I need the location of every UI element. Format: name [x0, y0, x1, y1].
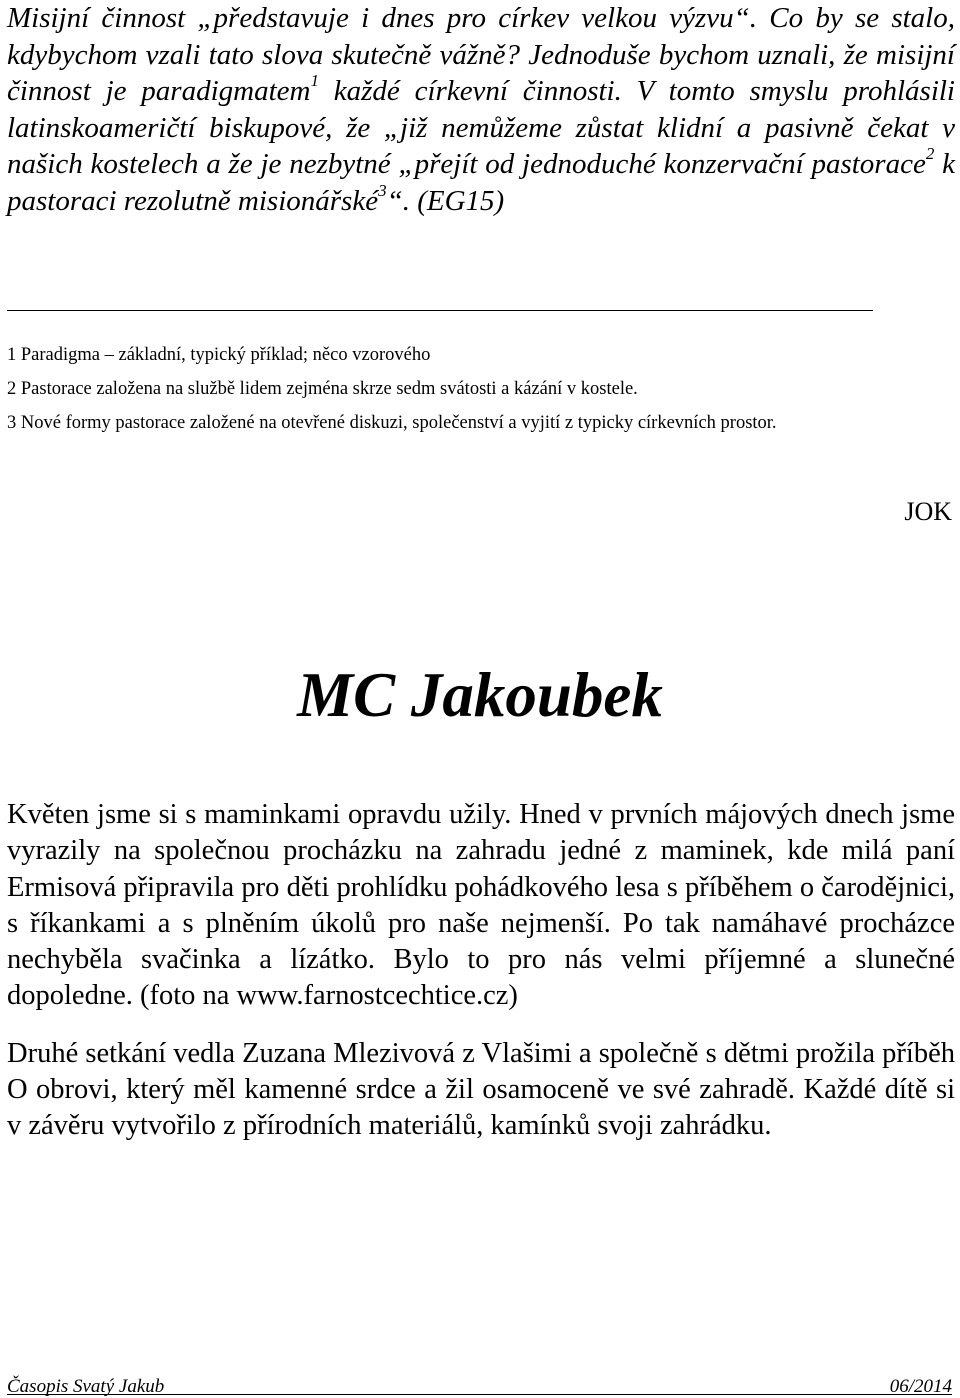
author-signature: JOK: [904, 497, 952, 526]
article-paragraph-2: Druhé setkání vedla Zuzana Mlezivová z Vlašimi a společně s dětmi prožila příběh O obrovi, který měl kamenné srdce a žil osamoceně ve své zahradě. Každé dítě si v závěru vytvořilo z přírodních materiálů, kamínků svoji zahrádku.: [7, 1037, 955, 1142]
article-paragraph-1: Květen jsme si s maminkami opravdu užily. Hned v prvních májových dnech jsme vyrazily na společnou procházku na zahradu jedné z maminek, kde milá paní Ermisová připravila pro děti prohlídku pohádkového lesa s příběhem o čarodějnici, s říkankami a s plněním úkolů pro naše nejmenší. Po tak namáhavé procházce nechyběla svačinka a lízátko. Bylo to pro nás velmi příjemné a slunečné dopoledne. (foto na www.farnostcechtice.cz): [7, 799, 955, 1012]
quote-text-2: každé církevní činnosti. V tomto smyslu prohlásili latinskoameričtí biskupové, že „již nemůžeme zůstat klidní a pasivně čekat v našich kostelech a že je nezbytné „přejít od jednoduché konzervační pastorace: [7, 75, 955, 180]
footnote-1: 1 Paradigma – základní, typický příklad; něco vzorového: [7, 345, 431, 365]
quote-text-4: “. (EG15): [386, 184, 505, 217]
footnote-ref-3: 3: [378, 180, 387, 200]
quote-text-1: Misijní činnost „představuje i dnes pro církev velkou výzvu“. Co by se stalo, kdybychom vzali tato slova skutečně vážně? Jednoduše bychom uznali, že misijní činnost je paradigmatem: [7, 2, 955, 107]
footer-publication: Časopis Svatý Jakub: [7, 1376, 165, 1397]
quote-paragraph: [7, 0, 955, 219]
footnote-ref-1: 1: [310, 71, 319, 91]
footer-issue: 06/2014: [889, 1376, 952, 1397]
quote-block: [7, 0, 955, 219]
quote-text-3: k pastoraci rezolutně misionářské: [7, 148, 956, 217]
footnote-2: 2 Pastorace založena na službě lidem zejména skrze sedm svátosti a kázání v kostele.: [7, 379, 638, 399]
footnote-3: 3 Nové formy pastorace založené na otevřené diskuzi, společenství a vyjití z typicky církevních prostor.: [7, 413, 777, 433]
footnote-separator: [7, 310, 873, 311]
footnote-ref-2: 2: [925, 144, 935, 164]
article-body: [7, 797, 955, 1166]
section-heading: MC Jakoubek: [297, 660, 663, 730]
footnotes: [7, 342, 947, 444]
page-footer: [7, 1371, 952, 1398]
